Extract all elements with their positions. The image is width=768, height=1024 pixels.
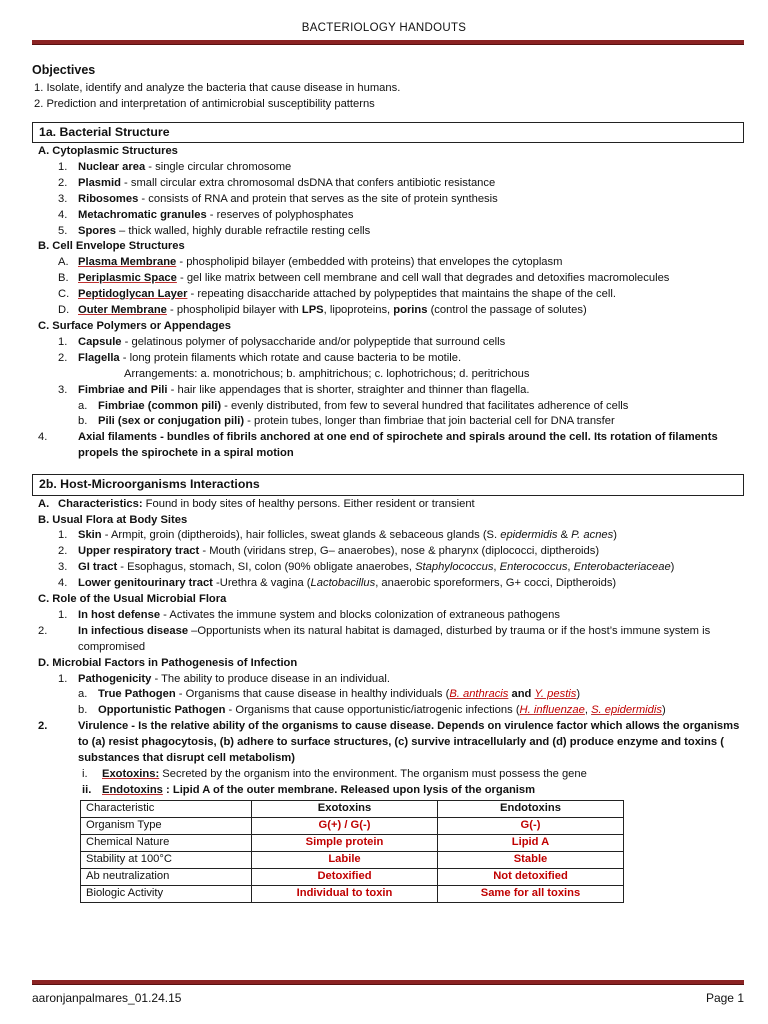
list-item: a. True Pathogen - Organisms that cause disease in healthy individuals (B. anthracis and Y. pestis) (78, 688, 581, 701)
list-item: ii. Endotoxins : Lipid A of the outer membrane. Released upon lysis of the organism (82, 783, 536, 796)
page-number: Page 1 (705, 991, 744, 1005)
list-item: b. Pili (sex or conjugation pili) - protein tubes, longer than fimbriae that join bacterial cell for DNA transfer (78, 415, 615, 428)
table-cell: Labile (252, 851, 438, 868)
header-rule (32, 40, 744, 45)
list-item: 4. Lower genitourinary tract -Urethra & vagina (Lactobacillus, anaerobic sporeformers, G+ cocci, Diptheroids) (58, 577, 617, 590)
list-item: 1. Nuclear area - single circular chromosome (58, 160, 292, 173)
subsection-heading: B. Usual Flora at Body Sites (38, 513, 188, 526)
objective-item: 1. Isolate, identify and analyze the bacteria that cause disease in humans. (34, 81, 401, 94)
list-item: C. Peptidoglycan Layer - repeating disaccharide attached by polypeptides that maintains the shape of the cell. (58, 288, 616, 301)
flagella-arrangements: Arrangements: a. monotrichous; b. amphitrichous; c. lophotrichous; d. peritrichous (124, 367, 530, 380)
subsection-heading: C. Surface Polymers or Appendages (38, 319, 231, 332)
list-item: i. Exotoxins: Secreted by the organism into the environment. The organism must possess the gene (82, 768, 587, 780)
toxin-comparison-table (80, 800, 624, 903)
table-row (81, 851, 624, 868)
section-title-host-interactions: 2b. Host-Microorganisms Interactions (32, 474, 744, 495)
table-cell: Lipid A (438, 834, 624, 851)
table-cell: Individual to toxin (252, 885, 438, 902)
document-body (32, 62, 744, 903)
list-item: 1. Skin - Armpit, groin (diptheroids), hair follicles, sweat glands & sebaceous glands (S. epidermidis & P. acnes) (58, 529, 617, 542)
section-title-bacterial-structure: 1a. Bacterial Structure (32, 122, 744, 143)
table-row (81, 885, 624, 902)
list-item: b. Opportunistic Pathogen - Organisms that cause opportunistic/iatrogenic infections (H. influenzae, S. epidermidis) (78, 704, 666, 717)
table-cell: Not detoxified (438, 868, 624, 885)
list-item: 1. Pathogenicity - The ability to produce disease in an individual. (58, 672, 390, 685)
table-header-cell: Characteristic (81, 800, 252, 817)
list-item: A. Characteristics: Found in body sites of healthy persons. Either resident or transient (38, 497, 475, 510)
table-cell: Biologic Activity (81, 885, 252, 902)
table-cell: Chemical Nature (81, 834, 252, 851)
list-item: 1. Capsule - gelatinous polymer of polysaccharide and/or polypeptide that surround cells (58, 335, 506, 348)
objective-item: 2. Prediction and interpretation of antimicrobial susceptibility patterns (34, 97, 375, 110)
list-item: D. Outer Membrane - phospholipid bilayer with LPS, lipoproteins, porins (control the passage of solutes) (58, 304, 587, 317)
table-cell: Stable (438, 851, 624, 868)
list-item: 2. Upper respiratory tract - Mouth (viridans strep, G– anaerobes), nose & pharynx (diplococci, diptheroids) (58, 545, 600, 558)
table-cell: Organism Type (81, 817, 252, 834)
table-cell: Detoxified (252, 868, 438, 885)
table-cell: Simple protein (252, 834, 438, 851)
list-item: 1. In host defense - Activates the immune system and blocks colonization of extraneous pathogens (58, 608, 560, 621)
list-item: 4. Metachromatic granules - reserves of polyphosphates (58, 208, 354, 221)
table-cell: G(-) (438, 817, 624, 834)
footer-author: aaronjanpalmares_01.24.15 (32, 991, 182, 1005)
table-row (81, 834, 624, 851)
list-item: 2. Flagella - long protein filaments which rotate and cause bacteria to be motile. (58, 351, 462, 364)
list-item: 3. Ribosomes - consists of RNA and protein that serves as the site of protein synthesis (58, 192, 498, 205)
list-item: B. Periplasmic Space - gel like matrix between cell membrane and cell wall that degrades and detoxifies macromolecules (58, 272, 670, 285)
objectives-title: Objectives (32, 63, 96, 77)
list-item: 4. Axial filaments - bundles of fibrils anchored at one end of spirochete and spirals around the cell. Its rotation of filaments propels the spirochete in a spiral motion (38, 431, 718, 460)
table-cell: Same for all toxins (438, 885, 624, 902)
list-item: 3. GI tract - Esophagus, stomach, SI, colon (90% obligate anaerobes, Staphylococcus, Enterococcus, Enterobacteriaceae) (58, 561, 675, 574)
list-item: 5. Spores – thick walled, highly durable refractile resting cells (58, 224, 371, 237)
subsection-heading: C. Role of the Usual Microbial Flora (38, 593, 227, 606)
table-header-row (81, 800, 624, 817)
footer-rule (32, 980, 744, 985)
table-header-cell: Endotoxins (438, 800, 624, 817)
subsection-heading: A. Cytoplasmic Structures (38, 145, 178, 158)
list-item: 2. Plasmid - small circular extra chromosomal dsDNA that confers antibiotic resistance (58, 176, 496, 189)
table-cell: Ab neutralization (81, 868, 252, 885)
list-item: 3. Fimbriae and Pili - hair like appendages that is shorter, straighter and thinner than flagella. (58, 383, 530, 396)
table-row (81, 817, 624, 834)
list-item: 2. In infectious disease –Opportunists when its natural habitat is damaged, disturbed by trauma or if the host’s immune system is compromised (38, 624, 711, 653)
table-cell: Stability at 100°C (81, 851, 252, 868)
table-cell: G(+) / G(-) (252, 817, 438, 834)
subsection-heading: D. Microbial Factors in Pathogenesis of Infection (38, 656, 298, 669)
table-row (81, 868, 624, 885)
table-header-cell: Exotoxins (252, 800, 438, 817)
list-item: 2. Virulence - Is the relative ability of the organisms to cause disease. Depends on virulence factor which allows the organisms to (a) resist phagocytosis, (b) adhere to surface structures, (c) survive intracellularly and (d) produce enzyme and toxins ( substances that disrupt cell metabolism) (38, 720, 740, 765)
list-item: a. Fimbriae (common pili) - evenly distributed, from few to several hundred that facilitates adherence of cells (78, 399, 629, 412)
page-header: BACTERIOLOGY HANDOUTS (301, 22, 467, 34)
subsection-heading: B. Cell Envelope Structures (38, 240, 185, 253)
list-item: A. Plasma Membrane - phospholipid bilayer (embedded with proteins) that envelopes the cytoplasm (58, 256, 563, 269)
